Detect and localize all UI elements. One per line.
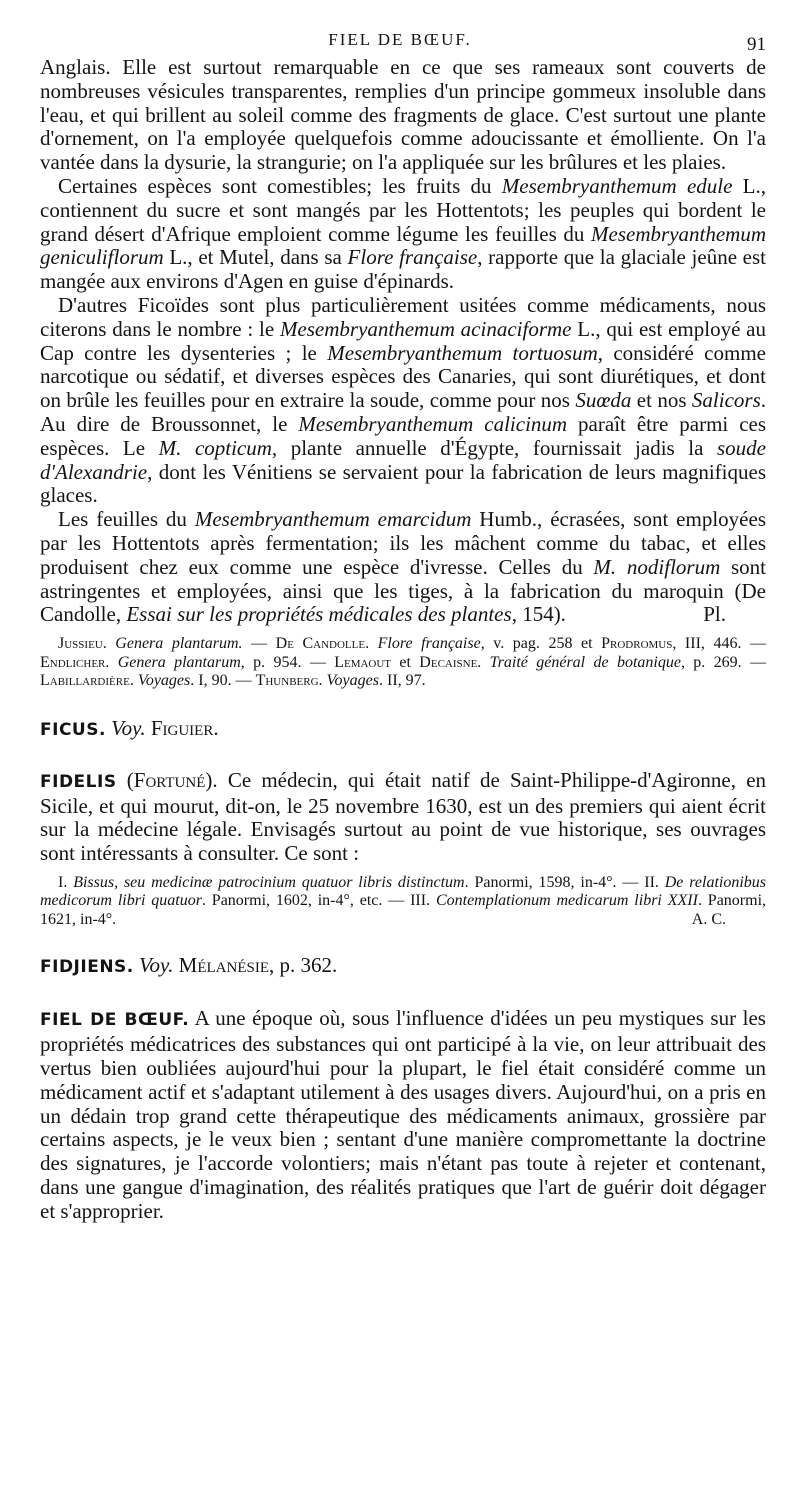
entry-headword: FIEL DE BŒUF. <box>40 1010 190 1031</box>
page-number: 91 <box>747 34 766 55</box>
ficoides-paragraph-1: Anglais. Elle est surtout remarquable en ce que ses rameaux sont couverts de nombreuses vésicules transparentes, remplies d'un principe gommeux insoluble dans l'eau, et qui brillent au soleil comme des fragments de glace. C'est surtout une plante d'ornement, on l'a employée quelquefois comme adoucissante et émolliente. On l'a vantée dans la dysurie, la strangurie; on l'a appliquée sur les brûlures et les plaies. <box>40 55 766 175</box>
entry-headword: FIDJIENS. <box>40 956 134 977</box>
ficoides-bibliography: Jussieu. Genera plantarum. — De Candolle. Flore française, v. pag. 258 et Prodromus, III, 446. — Endlicher. Genera plantarum, p. 954. — Lemaout et Decaisne. Traité général de botanique, p. 269. — Labillardière. Voyages. I, 90. — Thunberg. Voyages. II, 97. <box>40 635 767 690</box>
article-signature: Pl. <box>703 602 726 627</box>
entry-fidjiens: FIDJIENS. Voy. Mélanésie, p. 362. <box>40 952 338 977</box>
ficoides-paragraph-4: Les feuilles du Mesembryanthemum emarcidum Humb., écrasées, sont employées par les Hottentots après fermentation; ils les mâchent comme du tabac, et elles produisent chez eux comme une espèce d'ivresse. Celles du M. nodiflorum sont astringentes et employées, ainsi que les tiges, à la fabrication du maroquin (De Candolle, Essai sur les propriétés médicales des plantes, 154). Pl. <box>40 507 766 627</box>
entry-headword: FIDELIS <box>40 771 117 792</box>
entry-fiel-de-boeuf: FIEL DE BŒUF. A une époque où, sous l'influence d'idées un peu mystiques sur les propriétés médicatrices des substances qui ont participé à la vie, on leur attribuait des vertus bien oubliées aujourd'hui pour la plupart, le fiel était considéré comme un médicament actif et s'adaptant utilement à des usages divers. Aujourd'hui, on a pris en un dédain trop grand cette thérapeutique des médicaments animaux, grossière par certains aspects, je le veux bien ; sentant d'une manière compromettante la doctrine des signatures, je l'accorde volontiers; mais n'étant pas toute à rejeter et contenant, dans une gangue d'imagination, des réalités pratiques que l'art de guérir doit dégager et s'approprier. <box>40 1006 766 1223</box>
fidelis-bibliography: I. Bissus, seu medicinæ patrocinium quatuor libris distinctum. Panormi, 1598, in-4°. — II. De relationibus medicorum libri quatuor. Panormi, 1602, in-4°, etc. — III. Contemplationum medicarum libri XXII. Panormi, 1621, in-4°. A. C. <box>40 873 767 929</box>
entry-ficus: FICUS. Voy. Figuier. <box>40 715 219 740</box>
article-signature: A. C. <box>691 911 726 929</box>
ficoides-paragraph-3: D'autres Ficoïdes sont plus particulièrement usitées comme médicaments, nous citerons dans le nombre : le Mesembryanthemum acinaciforme L., qui est employé au Cap contre les dysenteries ; le Mesembryanthemum tortuosum, considéré comme narcotique ou sédatif, et diverses espèces des Canaries, qui sont diurétiques, et dont on brûle les feuilles pour en extraire la soude, comme pour nos Suœda et nos Salicors. Au dire de Broussonnet, le Mesembryanthemum calicinum paraît être parmi ces espèces. Le M. copticum, plante annuelle d'Égypte, fournissait jadis la soude d'Alexandrie, dont les Vénitiens se servaient pour la fabrication de leurs magnifiques glaces. <box>40 292 767 508</box>
entry-fidelis: FIDELIS (Fortuné). Ce médecin, qui était natif de Saint-Philippe-d'Agironne, en Sicile, et qui mourut, dit-on, le 25 novembre 1630, est un des premiers qui aient écrit sur la médecine légale. Envisagés surtout au point de vue historique, ses ouvrages sont intéressants à consulter. Ce sont : <box>40 767 767 866</box>
ficoides-paragraph-2: Certaines espèces sont comestibles; les fruits du Mesembryanthemum edule L., contiennent du sucre et sont mangés par les Hottentots; les peuples qui bordent le grand désert d'Afrique emploient comme légume les feuilles du Mesembryanthemum geniculiflorum L., et Mutel, dans sa Flore française, rapporte que la glaciale jeûne est mangée aux environs d'Agen en guise d'épinards. <box>40 173 767 294</box>
running-head: FIEL DE BŒUF. <box>328 30 472 49</box>
page-body <box>40 56 766 1224</box>
entry-headword: FICUS. <box>40 719 106 740</box>
